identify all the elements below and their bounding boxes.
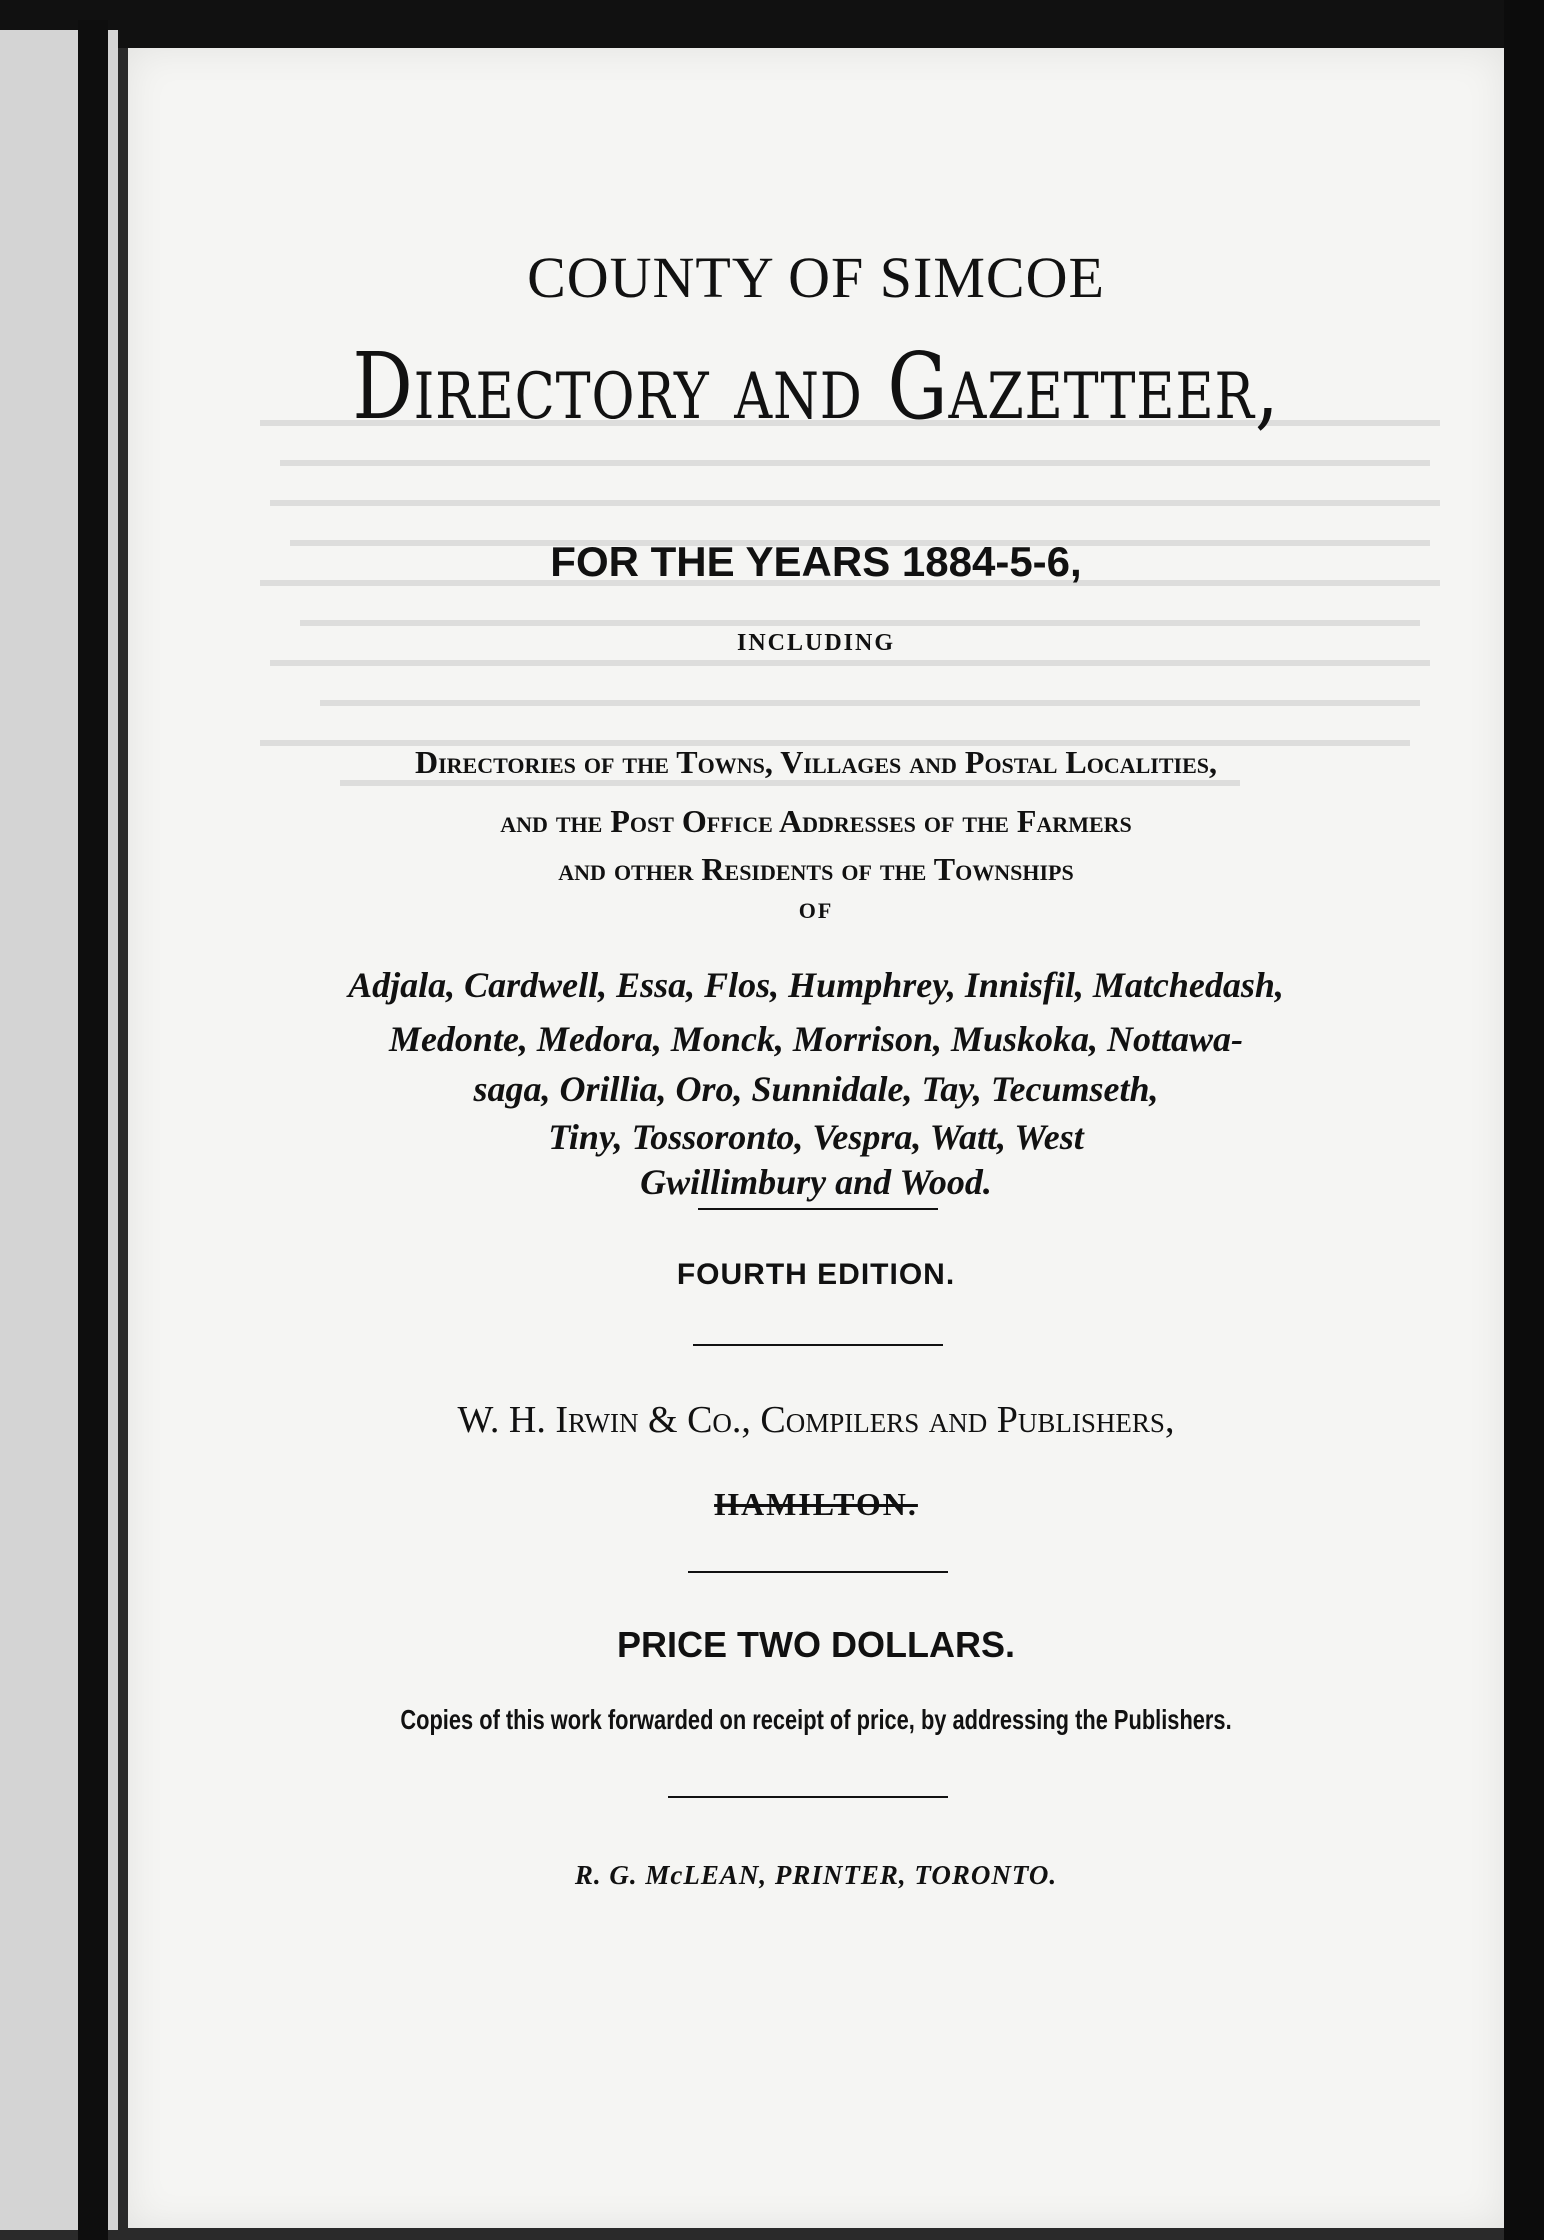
divider-rule <box>693 1344 943 1346</box>
divider-rule <box>688 1571 948 1573</box>
divider-rule <box>698 1208 938 1210</box>
main-title: Directory and Gazetteer, <box>352 333 1280 440</box>
divider-rule <box>668 1796 948 1798</box>
including-line: INCLUDING <box>736 630 895 656</box>
scan-right-border <box>1504 0 1544 2240</box>
years-line: FOR THE YEARS 1884-5-6, <box>550 538 1082 585</box>
publisher-line: W. H. Irwin & Co., Compilers and Publishers, <box>457 1399 1175 1441</box>
of-line: OF <box>798 898 834 923</box>
county-heading: COUNTY OF SIMCOE <box>527 245 1105 310</box>
townships-line-2: Medonte, Medora, Monck, Morrison, Muskoka, Nottawa- <box>388 1019 1244 1059</box>
scan-top-border <box>0 0 1544 48</box>
edition-line: FOURTH EDITION. <box>676 1258 956 1291</box>
description-line-1: Directories of the Towns, Villages and Postal Localities, <box>415 744 1217 780</box>
townships-line-5: Gwillimbury and Wood. <box>640 1162 992 1202</box>
city-line <box>128 1486 1504 1523</box>
price-line: PRICE TWO DOLLARS. <box>617 1624 1015 1665</box>
copies-note: Copies of this work forwarded on receipt of price, by addressing the Publishers. <box>400 1704 1232 1735</box>
townships-line-3: saga, Orillia, Oro, Sunnidale, Tay, Tecumseth, <box>473 1069 1159 1109</box>
city-name: HAMILTON. <box>714 1486 918 1522</box>
townships-line-4: Tiny, Tossoronto, Vespra, Watt, West <box>548 1117 1084 1157</box>
printer-line: R. G. McLEAN, PRINTER, TORONTO. <box>574 1860 1058 1890</box>
description-line-2: and the Post Office Addresses of the Farmers <box>500 803 1132 839</box>
townships-line-1: Adjala, Cardwell, Essa, Flos, Humphrey, Innisfil, Matchedash, <box>348 965 1284 1005</box>
book-spine-shadow <box>78 20 108 2240</box>
description-line-3: and other Residents of the Townships <box>558 851 1074 887</box>
